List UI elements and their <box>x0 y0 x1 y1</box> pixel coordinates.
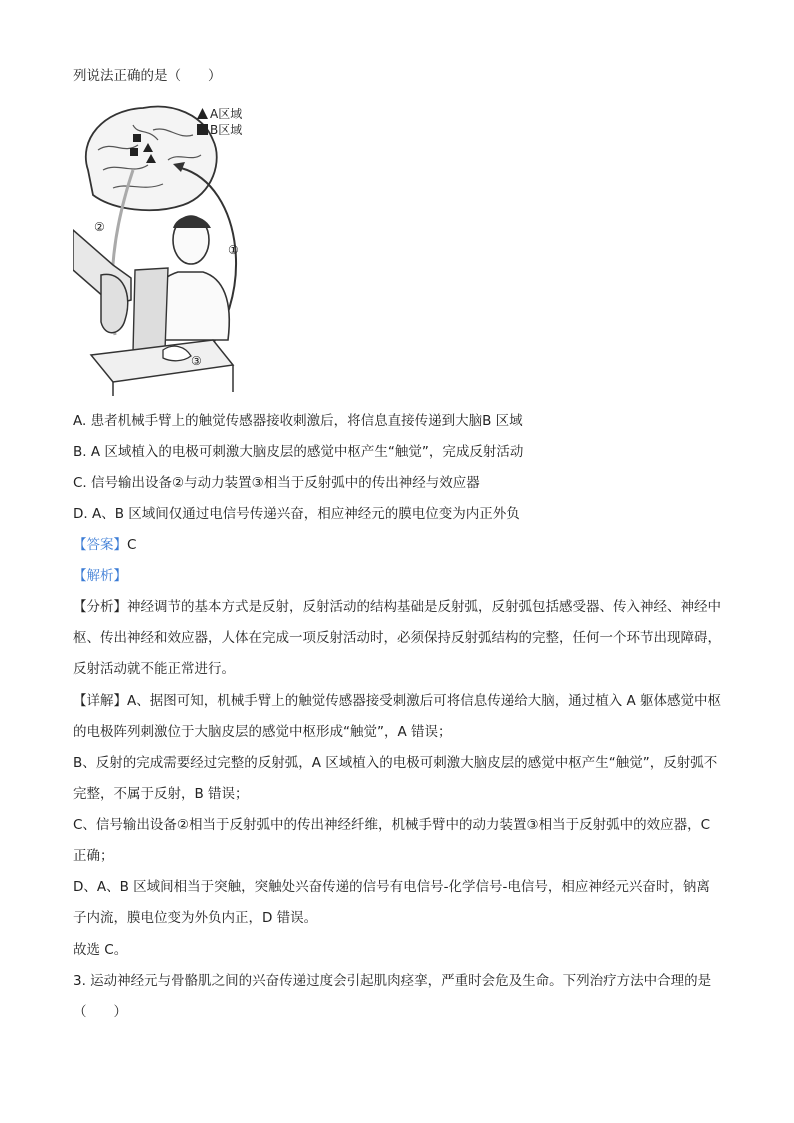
fenxi-text: 神经调节的基本方式是反射，反射活动的结构基础是反射弧，反射弧包括感受器、传入神经、神经中枢、传出神经和效应器，人体在完成一项反射活动时，必须保持反射弧结构的完整，任何一个环节出现障碍，反射活动就不能正常进行。 <box>73 599 721 677</box>
marker-2: ② <box>94 220 105 234</box>
xiangjie-label: 【详解】 <box>73 693 127 709</box>
b-region-marker <box>133 134 141 142</box>
xiangjie-paragraph <box>73 686 723 748</box>
answer-line <box>73 535 136 555</box>
fenxi-paragraph <box>73 592 723 685</box>
option-c: C. 信号输出设备②与动力装置③相当于反射弧中的传出神经与效应器 <box>73 475 480 491</box>
question-tail: 列说法正确的是（ ） <box>73 68 222 84</box>
option-d: D. A、B 区域间仅通过电信号传递兴奋，相应神经元的膜电位变为内正外负 <box>73 506 520 522</box>
answer-value: C <box>127 537 137 553</box>
analysis-heading: 【解析】 <box>73 568 127 584</box>
fenxi-label: 【分析】 <box>73 599 127 615</box>
option-a: A. 患者机械手臂上的触觉传感器接收刺激后，将信息直接传递到大脑B 区域 <box>73 413 523 429</box>
detail-d: D、A、B 区域间相当于突触，突触处兴奋传递的信号有电信号-化学信号-电信号，相应神经元兴奋时，钠离子内流，膜电位变为外负内正，D 错误。 <box>73 879 710 926</box>
square-icon <box>197 123 208 134</box>
next-question: 3. 运动神经元与骨骼肌之间的兴奋传递过度会引起肌肉痉挛，严重时会危及生命。下列治疗方法中合理的是（ ） <box>73 973 712 1020</box>
legend-b: B区域 <box>197 122 242 138</box>
detail-b: B、反射的完成需要经过完整的反射弧，A 区域植入的电极可刺激大脑皮层的感觉中枢产生“触觉”，反射弧不完整，不属于反射，B 错误； <box>73 755 718 802</box>
xiangjie-text: A、据图可知，机械手臂上的触觉传感器接受刺激后可将信息传递给大脑，通过植入 A 躯体感觉中枢的电极阵列刺激位于大脑皮层的感觉中枢形成“触觉”，A 错误； <box>73 693 722 740</box>
option-b: B. A 区域植入的电极可刺激大脑皮层的感觉中枢产生“触觉”，完成反射活动 <box>73 444 524 460</box>
answer-label: 【答案】 <box>73 537 127 553</box>
conclusion: 故选 C。 <box>73 942 128 958</box>
legend-a: A区域 <box>197 106 242 122</box>
marker-1: ① <box>228 243 239 257</box>
detail-c: C、信号输出设备②相当于反射弧中的传出神经纤维，机械手臂中的动力装置③相当于反射弧中的效应器，C 正确； <box>73 817 711 864</box>
marker-3: ③ <box>191 354 202 368</box>
triangle-icon <box>197 107 208 118</box>
b-region-marker <box>130 148 138 156</box>
brain-prosthetic-figure <box>73 100 263 396</box>
